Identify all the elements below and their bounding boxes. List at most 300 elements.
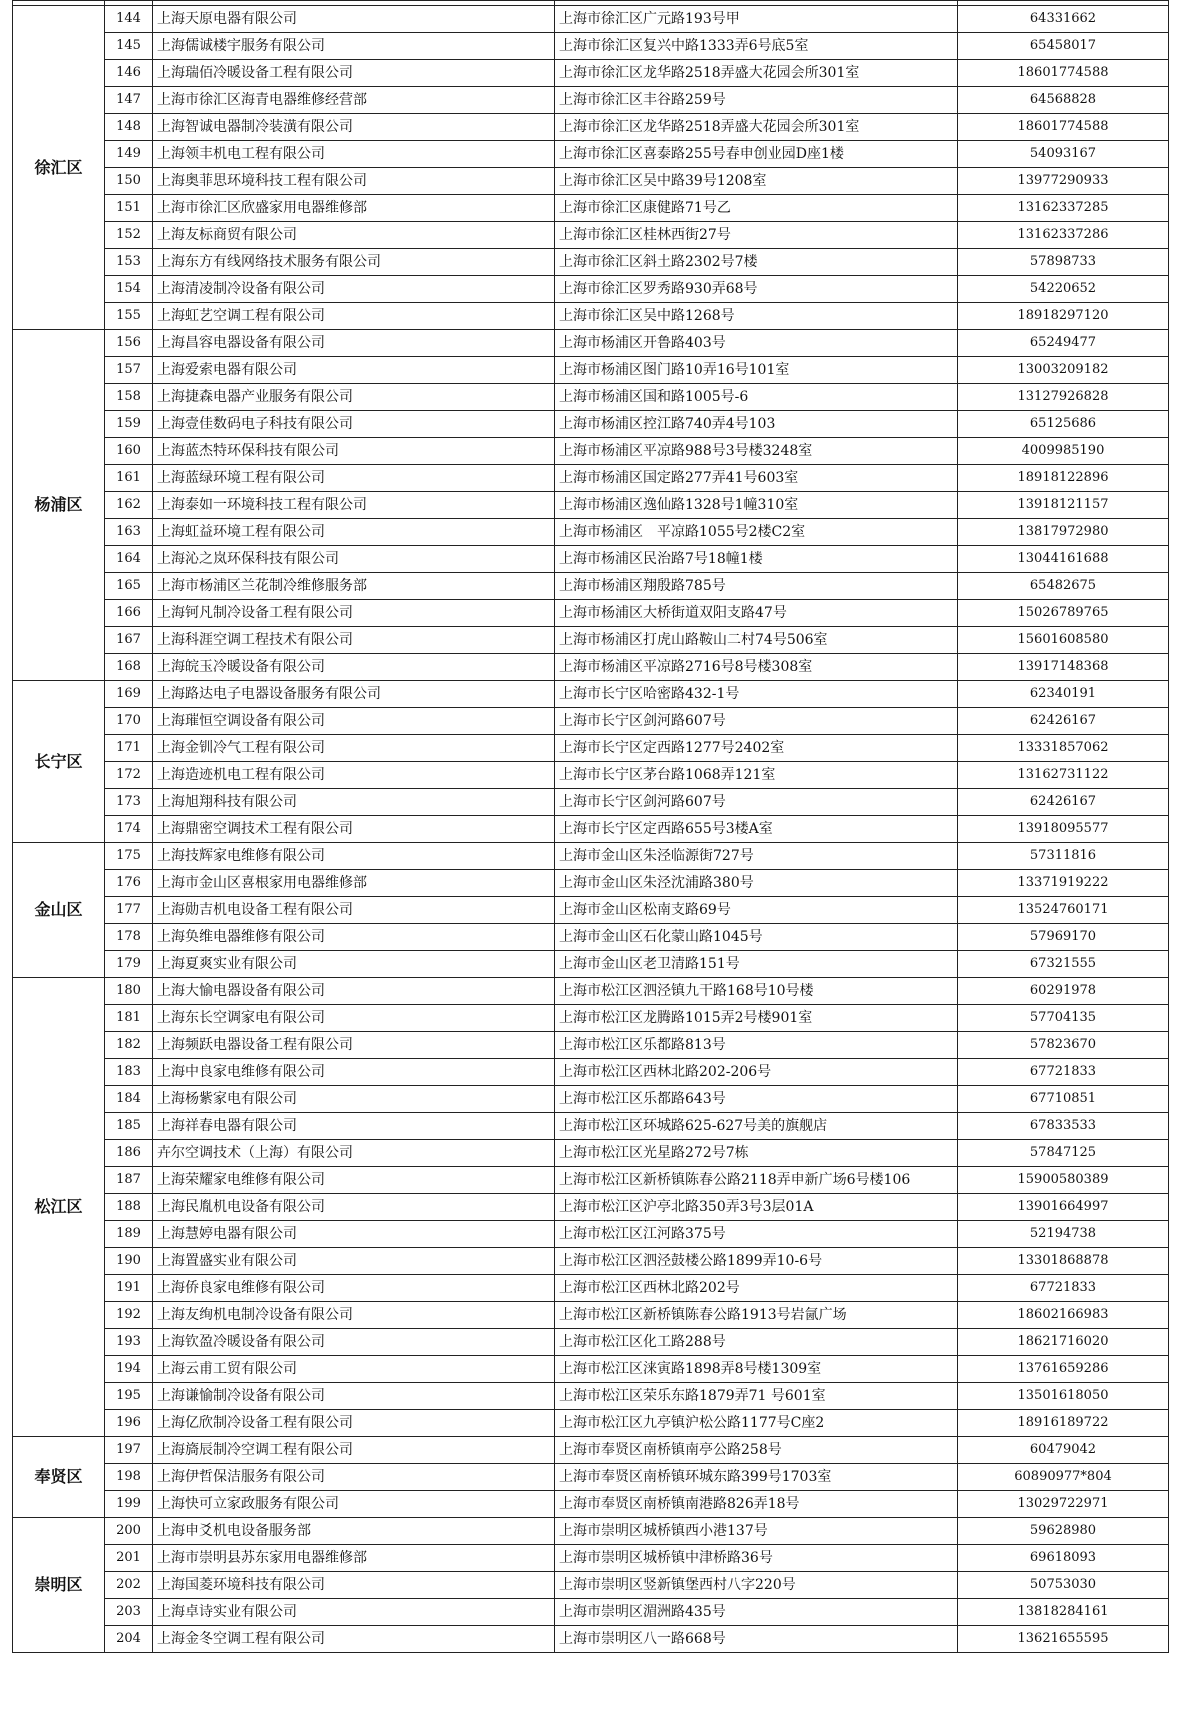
phone-cell: 13918121157 [958, 492, 1169, 519]
address-cell: 上海市徐汇区吴中路1268号 [555, 303, 958, 330]
phone-cell: 67721833 [958, 1275, 1169, 1302]
phone-cell: 64331662 [958, 6, 1169, 33]
table-row [13, 1491, 1169, 1518]
phone-cell: 18916189722 [958, 1410, 1169, 1437]
table-row [13, 978, 1169, 1005]
phone-cell: 52194738 [958, 1221, 1169, 1248]
company-cell: 上海天原电器有限公司 [153, 6, 555, 33]
address-cell: 上海市松江区泗泾镇九干路168号10号楼 [555, 978, 958, 1005]
address-cell: 上海市崇明区湄洲路435号 [555, 1599, 958, 1626]
number-cell: 159 [105, 411, 153, 438]
table-row [13, 1248, 1169, 1275]
address-cell: 上海市杨浦区逸仙路1328号1幢310室 [555, 492, 958, 519]
number-cell: 192 [105, 1302, 153, 1329]
table-row [13, 1275, 1169, 1302]
phone-cell: 13162337285 [958, 195, 1169, 222]
number-cell: 146 [105, 60, 153, 87]
number-cell: 194 [105, 1356, 153, 1383]
company-cell: 上海鼎密空调技术工程有限公司 [153, 816, 555, 843]
table-row [13, 789, 1169, 816]
phone-cell: 13162337286 [958, 222, 1169, 249]
table-row [13, 1437, 1169, 1464]
address-cell: 上海市松江区新桥镇陈春公路2118弄申新广场6号楼106 [555, 1167, 958, 1194]
phone-cell: 62340191 [958, 681, 1169, 708]
table-row [13, 141, 1169, 168]
number-cell: 186 [105, 1140, 153, 1167]
district-cell: 徐汇区 [13, 6, 105, 330]
company-cell: 上海金钏冷气工程有限公司 [153, 735, 555, 762]
address-cell: 上海市松江区泗泾鼓楼公路1899弄10-6号 [555, 1248, 958, 1275]
company-cell: 上海爱索电器有限公司 [153, 357, 555, 384]
number-cell: 174 [105, 816, 153, 843]
company-cell: 上海智诚电器制冷装潢有限公司 [153, 114, 555, 141]
company-cell: 上海清凌制冷设备有限公司 [153, 276, 555, 303]
number-cell: 144 [105, 6, 153, 33]
address-cell: 上海市金山区松南支路69号 [555, 897, 958, 924]
phone-cell: 15900580389 [958, 1167, 1169, 1194]
company-cell: 上海蓝杰特环保科技有限公司 [153, 438, 555, 465]
table-row [13, 411, 1169, 438]
company-cell: 上海祥春电器有限公司 [153, 1113, 555, 1140]
phone-cell: 60291978 [958, 978, 1169, 1005]
table-row [13, 1086, 1169, 1113]
company-cell: 上海虹艺空调工程有限公司 [153, 303, 555, 330]
table-row [13, 951, 1169, 978]
number-cell: 201 [105, 1545, 153, 1572]
address-cell: 上海市金山区石化蒙山路1045号 [555, 924, 958, 951]
number-cell: 181 [105, 1005, 153, 1032]
company-cell: 上海昌容电器设备有限公司 [153, 330, 555, 357]
address-cell: 上海市徐汇区桂林西街27号 [555, 222, 958, 249]
company-cell: 上海中良家电维修有限公司 [153, 1059, 555, 1086]
address-cell: 上海市徐汇区康健路71号乙 [555, 195, 958, 222]
phone-cell: 18601774588 [958, 60, 1169, 87]
number-cell: 185 [105, 1113, 153, 1140]
table-row [13, 1140, 1169, 1167]
table-row [13, 1572, 1169, 1599]
phone-cell: 62426167 [958, 789, 1169, 816]
number-cell: 200 [105, 1518, 153, 1545]
table-row [13, 276, 1169, 303]
table-row [13, 1599, 1169, 1626]
number-cell: 171 [105, 735, 153, 762]
table-row [13, 1059, 1169, 1086]
company-cell: 上海勋吉机电设备工程有限公司 [153, 897, 555, 924]
number-cell: 173 [105, 789, 153, 816]
table-row [13, 600, 1169, 627]
number-cell: 169 [105, 681, 153, 708]
number-cell: 153 [105, 249, 153, 276]
address-cell: 上海市崇明区竖新镇堡西村八字220号 [555, 1572, 958, 1599]
number-cell: 202 [105, 1572, 153, 1599]
number-cell: 165 [105, 573, 153, 600]
number-cell: 167 [105, 627, 153, 654]
address-cell: 上海市徐汇区龙华路2518弄盛大花园会所301室 [555, 60, 958, 87]
company-cell: 上海国菱环境科技有限公司 [153, 1572, 555, 1599]
number-cell: 149 [105, 141, 153, 168]
company-cell: 上海云甫工贸有限公司 [153, 1356, 555, 1383]
company-cell: 上海东长空调家电有限公司 [153, 1005, 555, 1032]
table-row [13, 1005, 1169, 1032]
table-row [13, 1221, 1169, 1248]
address-cell: 上海市杨浦区打虎山路鞍山二村74号506室 [555, 627, 958, 654]
phone-cell: 15026789765 [958, 600, 1169, 627]
company-cell: 上海友绚机电制冷设备有限公司 [153, 1302, 555, 1329]
company-cell: 上海奥菲思环境科技工程有限公司 [153, 168, 555, 195]
table-row [13, 843, 1169, 870]
company-cell: 上海奂维电器维修有限公司 [153, 924, 555, 951]
table-row [13, 357, 1169, 384]
table-row [13, 573, 1169, 600]
table-row [13, 438, 1169, 465]
district-cell: 金山区 [13, 843, 105, 978]
phone-cell: 13621655595 [958, 1626, 1169, 1653]
number-cell: 188 [105, 1194, 153, 1221]
company-cell: 上海杨紫家电有限公司 [153, 1086, 555, 1113]
district-cell: 崇明区 [13, 1518, 105, 1653]
company-cell: 上海慧婷电器有限公司 [153, 1221, 555, 1248]
company-cell: 上海璀恒空调设备有限公司 [153, 708, 555, 735]
company-cell: 上海钶凡制冷设备工程有限公司 [153, 600, 555, 627]
company-cell: 上海市金山区喜根家用电器维修部 [153, 870, 555, 897]
address-cell: 上海市杨浦区国定路277弄41号603室 [555, 465, 958, 492]
number-cell: 157 [105, 357, 153, 384]
address-cell: 上海市杨浦区 平凉路1055号2楼C2室 [555, 519, 958, 546]
table-row [13, 1032, 1169, 1059]
number-cell: 177 [105, 897, 153, 924]
phone-cell: 13003209182 [958, 357, 1169, 384]
table-row [13, 816, 1169, 843]
phone-cell: 57704135 [958, 1005, 1169, 1032]
company-cell: 上海捷森电器产业服务有限公司 [153, 384, 555, 411]
address-cell: 上海市长宁区剑河路607号 [555, 789, 958, 816]
table-row [13, 1383, 1169, 1410]
company-cell: 上海荣耀家电维修有限公司 [153, 1167, 555, 1194]
phone-cell: 18602166983 [958, 1302, 1169, 1329]
phone-cell: 50753030 [958, 1572, 1169, 1599]
phone-cell: 13761659286 [958, 1356, 1169, 1383]
company-cell: 上海领丰机电工程有限公司 [153, 141, 555, 168]
address-cell: 上海市松江区乐都路643号 [555, 1086, 958, 1113]
number-cell: 148 [105, 114, 153, 141]
address-cell: 上海市杨浦区大桥街道双阳支路47号 [555, 600, 958, 627]
phone-cell: 67721833 [958, 1059, 1169, 1086]
phone-cell: 15601608580 [958, 627, 1169, 654]
address-cell: 上海市松江区乐都路813号 [555, 1032, 958, 1059]
address-cell: 上海市松江区九亭镇沪松公路1177号C座2 [555, 1410, 958, 1437]
company-cell: 上海造迹机电工程有限公司 [153, 762, 555, 789]
table-row [13, 1410, 1169, 1437]
company-cell: 上海夏爽实业有限公司 [153, 951, 555, 978]
number-cell: 162 [105, 492, 153, 519]
address-cell: 上海市杨浦区翔殷路785号 [555, 573, 958, 600]
service-provider-table [12, 0, 1169, 1653]
table-row [13, 654, 1169, 681]
number-cell: 158 [105, 384, 153, 411]
phone-cell: 60890977*804 [958, 1464, 1169, 1491]
address-cell: 上海市徐汇区丰谷路259号 [555, 87, 958, 114]
table-row [13, 762, 1169, 789]
table-row [13, 1545, 1169, 1572]
number-cell: 178 [105, 924, 153, 951]
number-cell: 145 [105, 33, 153, 60]
table-row [13, 1113, 1169, 1140]
address-cell: 上海市奉贤区南桥镇南港路826弄18号 [555, 1491, 958, 1518]
address-cell: 上海市松江区光星路272号7栋 [555, 1140, 958, 1167]
company-cell: 上海大愉电器设备有限公司 [153, 978, 555, 1005]
table-row [13, 1464, 1169, 1491]
phone-cell: 18601774588 [958, 114, 1169, 141]
number-cell: 184 [105, 1086, 153, 1113]
company-cell: 上海旭翔科技有限公司 [153, 789, 555, 816]
number-cell: 189 [105, 1221, 153, 1248]
table-body [13, 1, 1169, 1653]
table-row [13, 465, 1169, 492]
address-cell: 上海市长宁区哈密路432-1号 [555, 681, 958, 708]
phone-cell: 60479042 [958, 1437, 1169, 1464]
table-row [13, 87, 1169, 114]
table-row [13, 249, 1169, 276]
address-cell: 上海市崇明区城桥镇西小港137号 [555, 1518, 958, 1545]
number-cell: 182 [105, 1032, 153, 1059]
table-row [13, 195, 1169, 222]
address-cell: 上海市徐汇区喜泰路255号春申创业园D座1楼 [555, 141, 958, 168]
table-row [13, 870, 1169, 897]
table-row [13, 681, 1169, 708]
company-cell: 上海伊哲保洁服务有限公司 [153, 1464, 555, 1491]
address-cell: 上海市松江区化工路288号 [555, 1329, 958, 1356]
company-cell: 上海东方有线网络技术服务有限公司 [153, 249, 555, 276]
address-cell: 上海市奉贤区南桥镇环城东路399号1703室 [555, 1464, 958, 1491]
phone-cell: 57847125 [958, 1140, 1169, 1167]
address-cell: 上海市杨浦区民治路7号18幢1楼 [555, 546, 958, 573]
phone-cell: 64568828 [958, 87, 1169, 114]
phone-cell: 65482675 [958, 573, 1169, 600]
phone-cell: 67710851 [958, 1086, 1169, 1113]
phone-cell: 57823670 [958, 1032, 1169, 1059]
address-cell: 上海市崇明区城桥镇中津桥路36号 [555, 1545, 958, 1572]
company-cell: 上海路达电子电器设备服务有限公司 [153, 681, 555, 708]
company-cell: 上海申爻机电设备服务部 [153, 1518, 555, 1545]
number-cell: 204 [105, 1626, 153, 1653]
phone-cell: 57969170 [958, 924, 1169, 951]
phone-cell: 13918095577 [958, 816, 1169, 843]
number-cell: 163 [105, 519, 153, 546]
number-cell: 155 [105, 303, 153, 330]
phone-cell: 13331857062 [958, 735, 1169, 762]
phone-cell: 54093167 [958, 141, 1169, 168]
table-row [13, 33, 1169, 60]
number-cell: 193 [105, 1329, 153, 1356]
district-cell: 松江区 [13, 978, 105, 1437]
phone-cell: 13817972980 [958, 519, 1169, 546]
company-cell: 上海瑞佰冷暖设备工程有限公司 [153, 60, 555, 87]
phone-cell: 4009985190 [958, 438, 1169, 465]
number-cell: 168 [105, 654, 153, 681]
address-cell: 上海市杨浦区国和路1005号-6 [555, 384, 958, 411]
table-row [13, 1302, 1169, 1329]
company-cell: 上海技辉家电维修有限公司 [153, 843, 555, 870]
phone-cell: 13029722971 [958, 1491, 1169, 1518]
company-cell: 上海蓝绿环境工程有限公司 [153, 465, 555, 492]
table-row [13, 6, 1169, 33]
company-cell: 上海泰如一环境科技工程有限公司 [153, 492, 555, 519]
address-cell: 上海市杨浦区控江路740弄4号103 [555, 411, 958, 438]
company-cell: 上海侨良家电维修有限公司 [153, 1275, 555, 1302]
number-cell: 187 [105, 1167, 153, 1194]
company-cell: 上海虹益环境工程有限公司 [153, 519, 555, 546]
address-cell: 上海市长宁区剑河路607号 [555, 708, 958, 735]
phone-cell: 65458017 [958, 33, 1169, 60]
number-cell: 154 [105, 276, 153, 303]
phone-cell: 65125686 [958, 411, 1169, 438]
table-row [13, 546, 1169, 573]
address-cell: 上海市金山区朱泾临源街727号 [555, 843, 958, 870]
address-cell: 上海市松江区环城路625-627号美的旗舰店 [555, 1113, 958, 1140]
phone-cell: 13524760171 [958, 897, 1169, 924]
number-cell: 195 [105, 1383, 153, 1410]
address-cell: 上海市松江区西林北路202号 [555, 1275, 958, 1302]
number-cell: 150 [105, 168, 153, 195]
address-cell: 上海市徐汇区复兴中路1333弄6号底5室 [555, 33, 958, 60]
phone-cell: 13371919222 [958, 870, 1169, 897]
address-cell: 上海市徐汇区罗秀路930弄68号 [555, 276, 958, 303]
phone-cell: 69618093 [958, 1545, 1169, 1572]
phone-cell: 57311816 [958, 843, 1169, 870]
phone-cell: 59628980 [958, 1518, 1169, 1545]
address-cell: 上海市徐汇区斜土路2302号7楼 [555, 249, 958, 276]
number-cell: 179 [105, 951, 153, 978]
phone-cell: 67321555 [958, 951, 1169, 978]
number-cell: 191 [105, 1275, 153, 1302]
address-cell: 上海市杨浦区开鲁路403号 [555, 330, 958, 357]
phone-cell: 57898733 [958, 249, 1169, 276]
table-row [13, 330, 1169, 357]
phone-cell: 13501618050 [958, 1383, 1169, 1410]
address-cell: 上海市长宁区定西路1277号2402室 [555, 735, 958, 762]
number-cell: 166 [105, 600, 153, 627]
table-row [13, 735, 1169, 762]
number-cell: 147 [105, 87, 153, 114]
table-row [13, 114, 1169, 141]
company-cell: 上海卓诗实业有限公司 [153, 1599, 555, 1626]
address-cell: 上海市杨浦区图门路10弄16号101室 [555, 357, 958, 384]
address-cell: 上海市松江区新桥镇陈春公路1913号岩氤广场 [555, 1302, 958, 1329]
address-cell: 上海市松江区荣乐东路1879弄71 号601室 [555, 1383, 958, 1410]
phone-cell: 13818284161 [958, 1599, 1169, 1626]
company-cell: 上海频跃电器设备工程有限公司 [153, 1032, 555, 1059]
phone-cell: 67833533 [958, 1113, 1169, 1140]
company-cell: 上海儒诚楼宇服务有限公司 [153, 33, 555, 60]
address-cell: 上海市崇明区八一路668号 [555, 1626, 958, 1653]
company-cell: 上海友标商贸有限公司 [153, 222, 555, 249]
company-cell: 卉尔空调技术（上海）有限公司 [153, 1140, 555, 1167]
number-cell: 180 [105, 978, 153, 1005]
company-cell: 上海壹佳数码电子科技有限公司 [153, 411, 555, 438]
company-cell: 上海谦愉制冷设备有限公司 [153, 1383, 555, 1410]
number-cell: 199 [105, 1491, 153, 1518]
address-cell: 上海市杨浦区平凉路2716号8号楼308室 [555, 654, 958, 681]
number-cell: 164 [105, 546, 153, 573]
company-cell: 上海市崇明县苏东家用电器维修部 [153, 1545, 555, 1572]
number-cell: 170 [105, 708, 153, 735]
company-cell: 上海科涯空调工程技术有限公司 [153, 627, 555, 654]
address-cell: 上海市徐汇区龙华路2518弄盛大花园会所301室 [555, 114, 958, 141]
table-row [13, 384, 1169, 411]
number-cell: 175 [105, 843, 153, 870]
phone-cell: 13127926828 [958, 384, 1169, 411]
company-cell: 上海钦盈冷暖设备有限公司 [153, 1329, 555, 1356]
company-cell: 上海金冬空调工程有限公司 [153, 1626, 555, 1653]
number-cell: 198 [105, 1464, 153, 1491]
table-row [13, 708, 1169, 735]
number-cell: 172 [105, 762, 153, 789]
phone-cell: 13044161688 [958, 546, 1169, 573]
phone-cell: 13162731122 [958, 762, 1169, 789]
address-cell: 上海市松江区涞寅路1898弄8号楼1309室 [555, 1356, 958, 1383]
district-cell: 奉贤区 [13, 1437, 105, 1518]
phone-cell: 18621716020 [958, 1329, 1169, 1356]
company-cell: 上海旖辰制冷空调工程有限公司 [153, 1437, 555, 1464]
number-cell: 203 [105, 1599, 153, 1626]
number-cell: 161 [105, 465, 153, 492]
table-row [13, 1329, 1169, 1356]
phone-cell: 13917148368 [958, 654, 1169, 681]
phone-cell: 54220652 [958, 276, 1169, 303]
company-cell: 上海市徐汇区欣盛家用电器维修部 [153, 195, 555, 222]
table-row [13, 627, 1169, 654]
address-cell: 上海市金山区朱泾沈浦路380号 [555, 870, 958, 897]
table-row [13, 60, 1169, 87]
address-cell: 上海市松江区龙腾路1015弄2号楼901室 [555, 1005, 958, 1032]
district-cell: 杨浦区 [13, 330, 105, 681]
table-row [13, 168, 1169, 195]
table-row [13, 1167, 1169, 1194]
table-row [13, 1194, 1169, 1221]
address-cell: 上海市徐汇区吴中路39号1208室 [555, 168, 958, 195]
table-row [13, 492, 1169, 519]
table-row [13, 924, 1169, 951]
company-cell: 上海民胤机电设备有限公司 [153, 1194, 555, 1221]
address-cell: 上海市金山区老卫清路151号 [555, 951, 958, 978]
district-cell: 长宁区 [13, 681, 105, 843]
number-cell: 160 [105, 438, 153, 465]
company-cell: 上海市杨浦区兰花制冷维修服务部 [153, 573, 555, 600]
company-cell: 上海沁之岚环保科技有限公司 [153, 546, 555, 573]
address-cell: 上海市杨浦区平凉路988号3号楼3248室 [555, 438, 958, 465]
address-cell: 上海市长宁区定西路655号3楼A室 [555, 816, 958, 843]
company-cell: 上海置盛实业有限公司 [153, 1248, 555, 1275]
company-cell: 上海市徐汇区海青电器维修经营部 [153, 87, 555, 114]
table-row [13, 1518, 1169, 1545]
table-row [13, 222, 1169, 249]
company-cell: 上海亿欣制冷设备工程有限公司 [153, 1410, 555, 1437]
table-row [13, 303, 1169, 330]
address-cell: 上海市松江区西林北路202-206号 [555, 1059, 958, 1086]
phone-cell: 13977290933 [958, 168, 1169, 195]
table-row [13, 1626, 1169, 1653]
phone-cell: 65249477 [958, 330, 1169, 357]
phone-cell: 62426167 [958, 708, 1169, 735]
table-row [13, 897, 1169, 924]
address-cell: 上海市徐汇区广元路193号甲 [555, 6, 958, 33]
phone-cell: 18918297120 [958, 303, 1169, 330]
phone-cell: 13901664997 [958, 1194, 1169, 1221]
number-cell: 156 [105, 330, 153, 357]
address-cell: 上海市奉贤区南桥镇南亭公路258号 [555, 1437, 958, 1464]
number-cell: 151 [105, 195, 153, 222]
number-cell: 196 [105, 1410, 153, 1437]
